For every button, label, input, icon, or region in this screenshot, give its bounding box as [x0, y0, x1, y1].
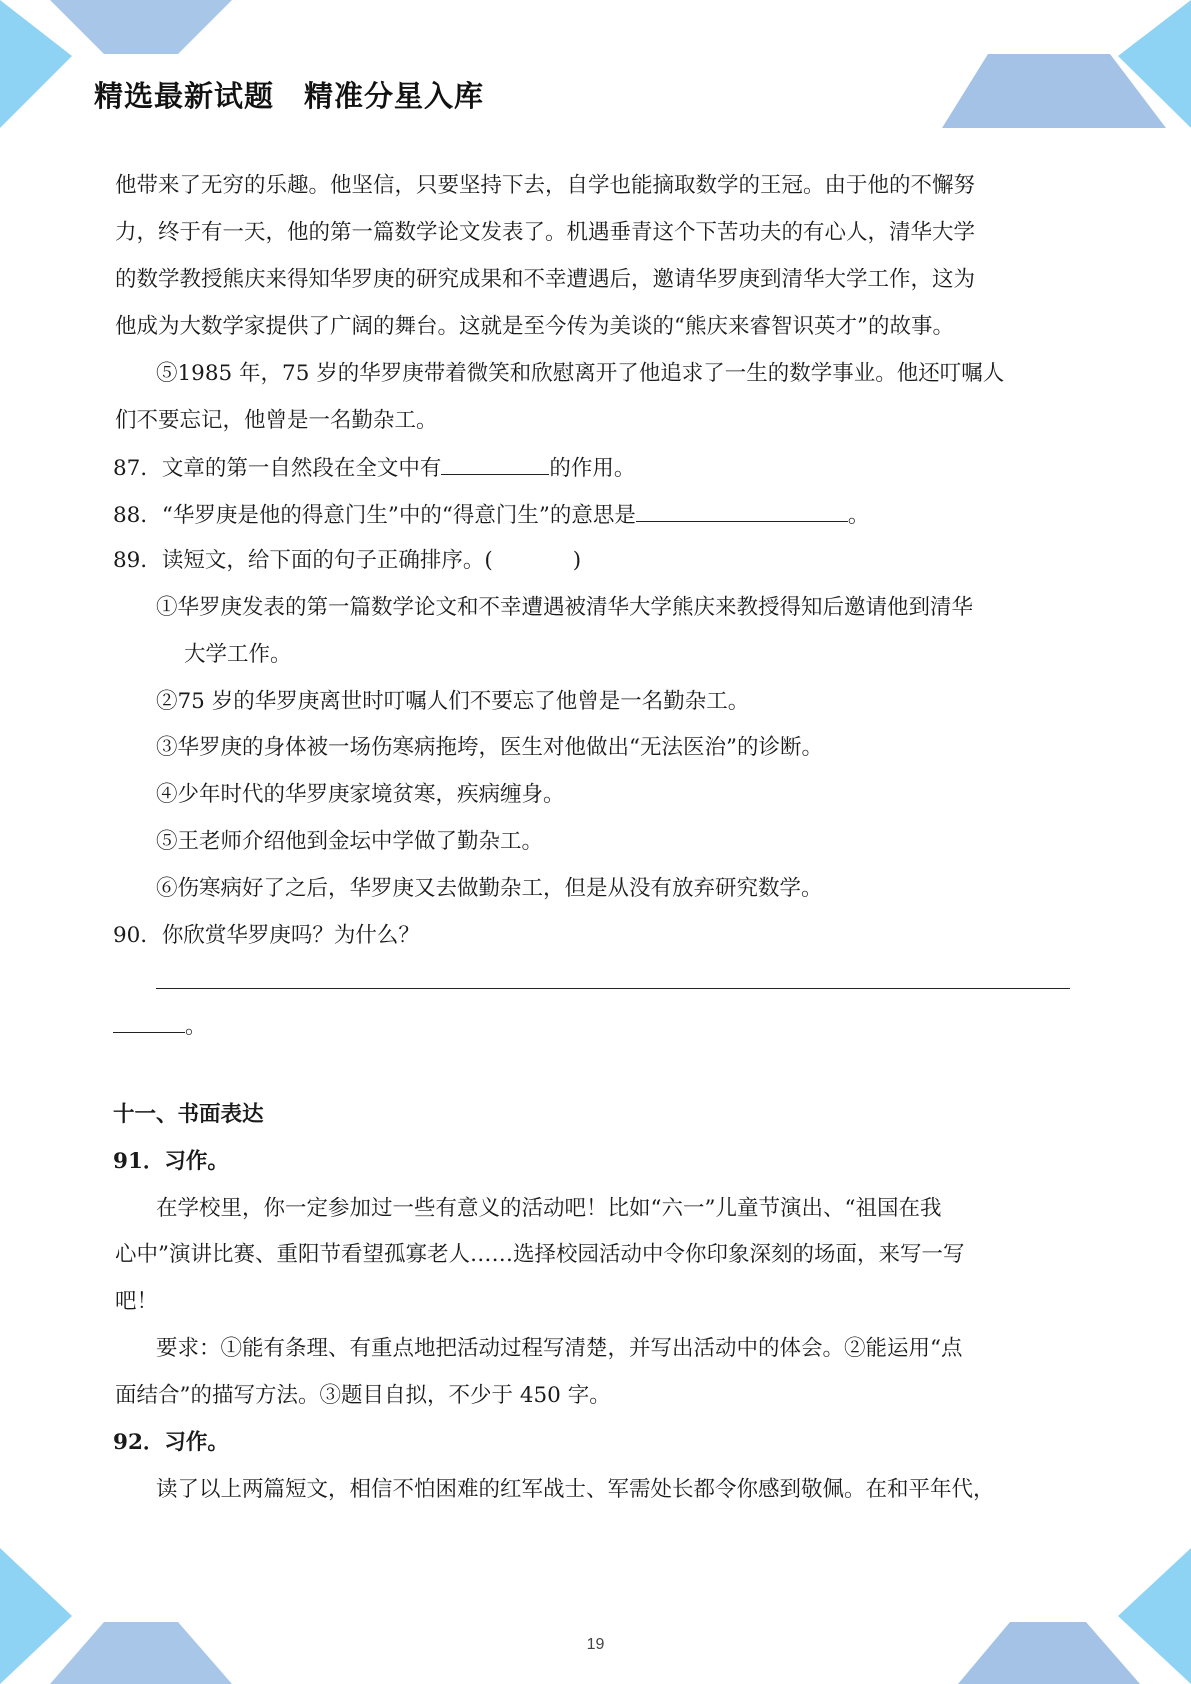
answer-blank-90[interactable] — [113, 1010, 185, 1033]
ordering-item: ③华罗庚的身体被一场伤寒病拖垮，医生对他做出“无法医治”的诊断。 — [156, 735, 823, 760]
passage-line: 他带来了无穷的乐趣。他坚信，只要坚持下去，自学也能摘取数学的王冠。由于他的不懈努 — [115, 173, 976, 198]
question-89-close: ) — [572, 548, 582, 573]
header-title-left: 精选最新试题 — [94, 79, 275, 113]
ordering-item: ⑤王老师介绍他到金坛中学做了勤杂工。 — [156, 829, 544, 854]
section-heading: 十一、书面表达 — [113, 1102, 264, 1127]
question-87-text: 87．文章的第一自然段在全文中有 — [113, 456, 442, 481]
question-88-text: 88．“华罗庚是他的得意门生”中的“得意门生”的意思是 — [113, 503, 636, 528]
ordering-item: ⑥伤寒病好了之后，华罗庚又去做勤杂工，但是从没有放弃研究数学。 — [156, 876, 823, 901]
question-88 — [113, 499, 869, 531]
ordering-item: ①华罗庚发表的第一篇数学论文和不幸遭遇被清华大学熊庆来教授得知后邀请他到清华 — [156, 595, 974, 620]
corner-triangle-top-left — [0, 0, 72, 128]
question-91-line: 心中”演讲比赛、重阳节看望孤寡老人……选择校园活动中令你印象深刻的场面，来写一写 — [115, 1242, 965, 1267]
answer-line-90-period: 。 — [185, 1014, 207, 1039]
question-89-text: 89．读短文，给下面的句子正确排序。( — [113, 548, 493, 573]
header-title-right: 精准分星入库 — [304, 79, 485, 113]
question-88-suffix: 。 — [847, 503, 870, 528]
passage-line: 的数学教授熊庆来得知华罗庚的研究成果和不幸遭遇后，邀请华罗庚到清华大学工作，这为 — [115, 267, 976, 292]
corner-trapezoid-top-left — [50, 0, 232, 54]
question-91-line: 吧！ — [115, 1289, 159, 1314]
corner-triangle-bottom-right — [1118, 1548, 1191, 1684]
answer-line-90[interactable] — [156, 988, 1070, 989]
passage-line: 们不要忘记，他曾是一名勤杂工。 — [115, 408, 438, 433]
ordering-item: ④少年时代的华罗庚家境贫寒，疾病缠身。 — [156, 782, 565, 807]
header-title — [94, 74, 484, 115]
page-number: 19 — [586, 1636, 605, 1653]
answer-line-90-end — [113, 1010, 207, 1042]
question-92-line: 读了以上两篇短文，相信不怕困难的红军战士、军需处长都令你感到敬佩。在和平年代， — [156, 1477, 995, 1502]
passage-line: 力，终于有一天，他的第一篇数学论文发表了。机遇垂青这个下苦功夫的有心人，清华大学 — [115, 220, 976, 245]
ordering-item: 大学工作。 — [184, 642, 292, 667]
passage-line: ⑤1985 年，75 岁的华罗庚带着微笑和欣慰离开了他追求了一生的数学事业。他还叮嘱人 — [156, 361, 1005, 386]
question-92-label: 92．习作。 — [113, 1430, 229, 1455]
question-91-requirements: 面结合”的描写方法。③题目自拟，不少于 450 字。 — [115, 1383, 611, 1408]
ordering-item: ②75 岁的华罗庚离世时叮嘱人们不要忘了他曾是一名勤杂工。 — [156, 689, 750, 714]
question-89 — [113, 546, 581, 576]
question-87-suffix: 的作用。 — [549, 456, 636, 481]
corner-triangle-bottom-left — [0, 1548, 72, 1684]
question-91-label: 91．习作。 — [113, 1149, 229, 1174]
answer-blank-87[interactable] — [441, 452, 549, 475]
question-90-text: 90．你欣赏华罗庚吗？为什么？ — [113, 923, 420, 948]
passage-line: 他成为大数学家提供了广阔的舞台。这就是至今传为美谈的“熊庆来睿智识英才”的故事。 — [115, 314, 954, 339]
question-91-line: 在学校里，你一定参加过一些有意义的活动吧！比如“六一”儿童节演出、“祖国在我 — [156, 1196, 942, 1221]
answer-blank-88[interactable] — [636, 499, 848, 522]
question-91-requirements: 要求：①能有条理、有重点地把活动过程写清楚，并写出活动中的体会。②能运用“点 — [156, 1336, 963, 1361]
question-87 — [113, 452, 635, 484]
